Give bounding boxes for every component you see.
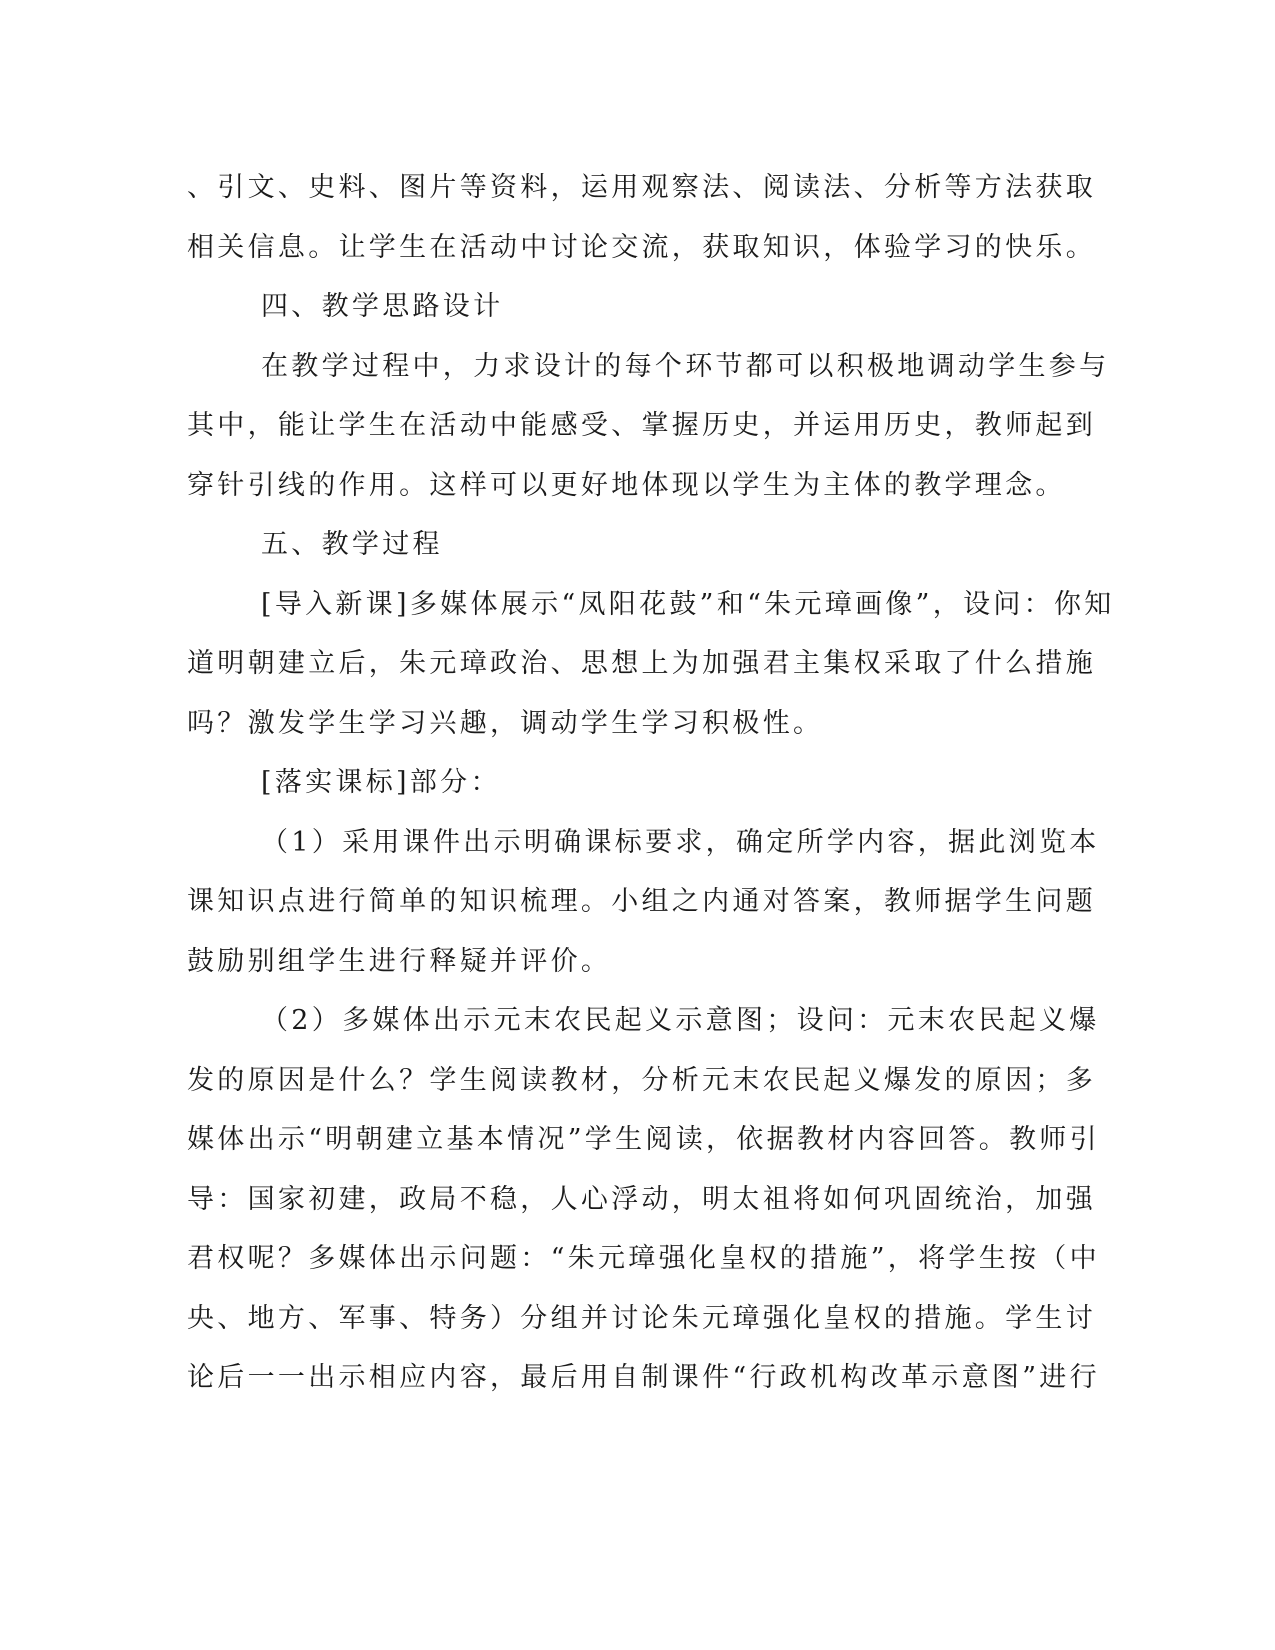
text-line: 、引文、史料、图片等资料，运用观察法、阅读法、分析等方法获取 xyxy=(187,172,1096,203)
text-line: 吗？激发学生学习兴趣，调动学生学习积极性。 xyxy=(187,707,824,739)
text-line: 其中，能让学生在活动中能感受、掌握历史，并运用历史，教师起到 xyxy=(187,410,1096,441)
text-line: 相关信息。让学生在活动中讨论交流，获取知识，体验学习的快乐。 xyxy=(187,231,1096,263)
text-line: 君权呢？多媒体出示问题：“朱元璋强化皇权的措施”，将学生按（中 xyxy=(187,1243,1100,1274)
text-line: （2）多媒体出示元末农民起义示意图；设问：元末农民起义爆 xyxy=(261,1005,1100,1036)
section-heading: 四、教学思路设计 xyxy=(261,291,504,322)
text-line: 发的原因是什么？学生阅读教材，分析元末农民起义爆发的原因；多 xyxy=(187,1064,1096,1096)
text-line: 央、地方、军事、特务）分组并讨论朱元璋强化皇权的措施。学生讨 xyxy=(187,1302,1096,1334)
text-line: 论后一一出示相应内容，最后用自制课件“行政机构改革示意图”进行 xyxy=(187,1362,1100,1393)
text-line: 道明朝建立后，朱元璋政治、思想上为加强君主集权采取了什么措施 xyxy=(187,648,1096,679)
section-heading: 五、教学过程 xyxy=(261,529,443,560)
text-line: （1）采用课件出示明确课标要求，确定所学内容，据此浏览本 xyxy=(261,826,1100,858)
text-line: 鼓励别组学生进行释疑并评价。 xyxy=(187,945,612,977)
document-body xyxy=(187,158,1115,1408)
text-line: 在教学过程中，力求设计的每个环节都可以积极地调动学生参与 xyxy=(261,350,1110,382)
text-line: [导入新课]多媒体展示“凤阳花鼓”和“朱元璋画像”，设问：你知 xyxy=(261,588,1115,620)
text-line: 导：国家初建，政局不稳，人心浮动，明太祖将如何巩固统治，加强 xyxy=(187,1183,1096,1215)
text-line: 课知识点进行简单的知识梳理。小组之内通对答案，教师据学生问题 xyxy=(187,886,1096,917)
text-line: [落实课标]部分： xyxy=(261,767,501,798)
text-line: 媒体出示“明朝建立基本情况”学生阅读，依据教材内容回答。教师引 xyxy=(187,1124,1100,1155)
text-line: 穿针引线的作用。这样可以更好地体现以学生为主体的教学理念。 xyxy=(187,469,1066,501)
